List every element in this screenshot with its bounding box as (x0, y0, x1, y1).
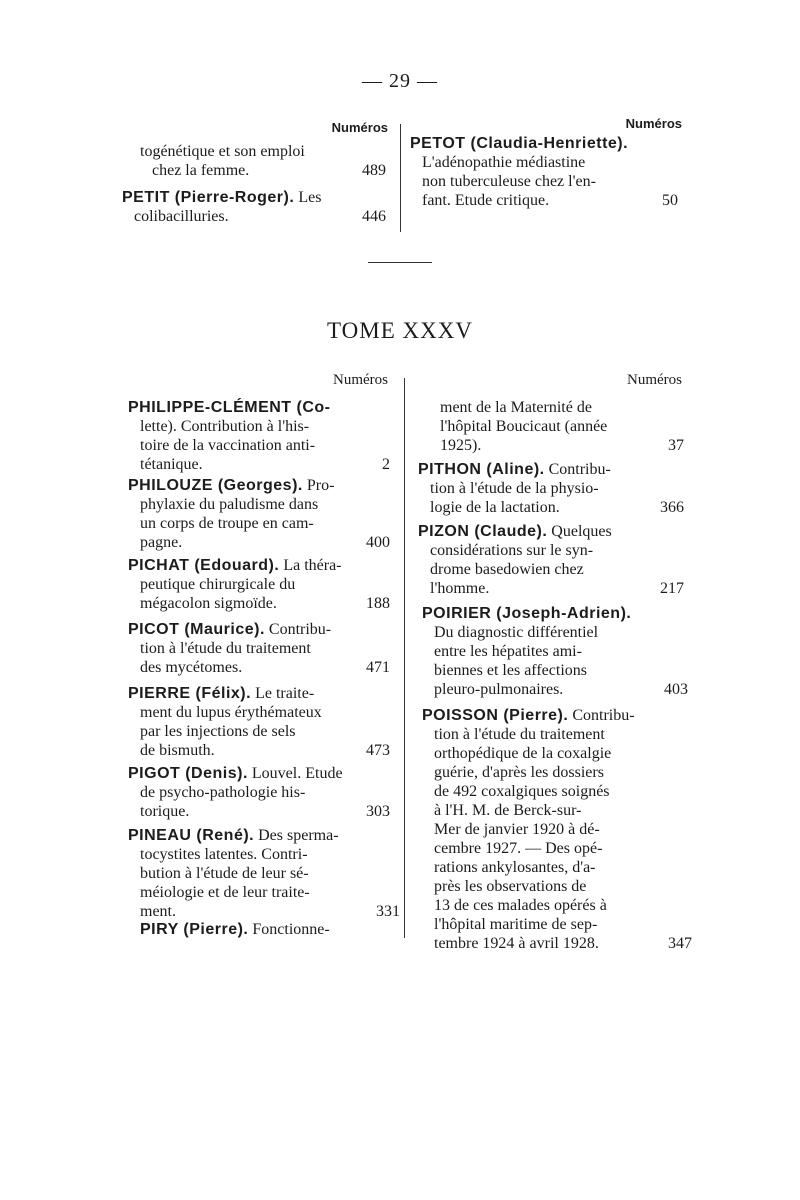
entry-philouze (128, 476, 390, 552)
entry-line: des mycétomes. (140, 659, 243, 676)
top-left-column-header: Numéros (331, 120, 388, 135)
page-folio: — 29 — (362, 70, 438, 92)
entry-picot (128, 620, 390, 677)
entry-line: Louvel. Etude (251, 765, 343, 782)
entry-line: l'homme. (430, 580, 490, 597)
entry-number: 188 (366, 595, 390, 612)
entry-name: PICHAT (Edouard). (128, 557, 280, 574)
entry-continuation-top-left (140, 142, 386, 180)
entry-line: entre les hépatites ami- (434, 643, 582, 660)
entry-name: PHILOUZE (Georges). (128, 477, 303, 494)
entry-pierre (128, 684, 390, 760)
entry-line: de psycho-pathologie his- (140, 784, 306, 801)
entry-line: Du diagnostic différentiel (434, 624, 599, 641)
entry-line: toire de la vaccination anti- (140, 437, 316, 454)
entry-number: 347 (668, 935, 692, 952)
entry-line: Mer de janvier 1920 à dé- (434, 821, 600, 838)
entry-number: 400 (366, 534, 390, 551)
entry-line: logie de la lactation. (430, 499, 560, 516)
entry-line: 1925). (440, 437, 482, 454)
entry-line: l'hôpital maritime de sep- (434, 916, 598, 933)
entry-number: 446 (362, 208, 386, 225)
entry-line: guérie, d'après les dossiers (434, 764, 604, 781)
entry-line: colibacilluries. (134, 208, 229, 225)
entry-line: biennes et les affections (434, 662, 587, 679)
entry-line: torique. (140, 803, 190, 820)
bottom-right-column-header: Numéros (627, 372, 682, 388)
entry-line: togénétique et son emploi (140, 143, 305, 160)
entry-pithon (418, 460, 684, 517)
entry-line: par les injections de sels (140, 723, 296, 740)
entry-number: 471 (366, 659, 390, 676)
entry-line: drome basedowien chez (430, 561, 584, 578)
entry-line: phylaxie du paludisme dans (140, 496, 319, 513)
section-separator-rule (368, 262, 432, 263)
entry-number: 331 (376, 903, 400, 920)
entry-line: un corps de troupe en cam- (140, 515, 314, 532)
entry-line: Le traite- (255, 685, 315, 702)
entry-pizon (418, 522, 684, 598)
entry-line: non tuberculeuse chez l'en- (422, 173, 596, 190)
entry-number: 217 (660, 580, 684, 597)
entry-line: Des sperma- (258, 827, 339, 844)
entry-line: tion à l'étude du traitement (434, 726, 605, 743)
entry-number: 489 (362, 162, 386, 179)
entry-number: 473 (366, 742, 390, 759)
entry-line: ment du lupus érythémateux (140, 704, 322, 721)
entry-line: considérations sur le syn- (430, 542, 594, 559)
entry-line: peutique chirurgicale du (140, 576, 296, 593)
entry-piry (140, 920, 390, 939)
entry-line: pagne. (140, 534, 183, 551)
entry-line: Contribu- (572, 707, 635, 724)
entry-line: ment de la Maternité de (440, 399, 592, 416)
entry-pichat (128, 556, 390, 613)
entry-pineau (128, 826, 400, 921)
top-column-divider (400, 124, 401, 232)
entry-name: PIRY (Pierre). (140, 921, 249, 938)
entry-line: tembre 1924 à avril 1928. (434, 935, 599, 952)
entry-name: POIRIER (Joseph-Adrien). (422, 605, 632, 622)
entry-pigot (128, 764, 390, 821)
entry-poirier (422, 604, 688, 699)
entry-petot (410, 134, 678, 210)
volume-title: TOME XXXV (327, 318, 473, 343)
entry-philippe-clement (128, 398, 390, 474)
entry-line: lette). Contribution à l'his- (140, 418, 310, 435)
entry-petit (122, 188, 386, 226)
entry-name: PETIT (Pierre-Roger). (122, 189, 295, 206)
entry-line: méiologie et de leur traite- (140, 884, 310, 901)
entry-name: PINEAU (René). (128, 827, 255, 844)
entry-line: près les observations de (434, 878, 587, 895)
entry-number: 50 (662, 192, 678, 209)
entry-name: PETOT (Claudia-Henriette). (410, 135, 629, 152)
entry-line: tocystites latentes. Contri- (140, 846, 308, 863)
entry-line: ment. (140, 903, 176, 920)
entry-poisson (422, 706, 692, 953)
entry-line: rations ankylosantes, d'a- (434, 859, 596, 876)
entry-number: 366 (660, 499, 684, 516)
entry-line: orthopédique de la coxalgie (434, 745, 612, 762)
entry-line: Contribu- (268, 621, 332, 638)
entry-name: PICOT (Maurice). (128, 621, 265, 638)
entry-name: PITHON (Aline). (418, 461, 545, 478)
entry-line: de 492 coxalgiques soignés (434, 783, 610, 800)
entry-line: de bismuth. (140, 742, 215, 759)
entry-line: cembre 1927. — Des opé- (434, 840, 603, 857)
entry-line: Fonctionne- (252, 921, 330, 938)
entry-line: pleuro-pulmonaires. (434, 681, 564, 698)
entry-name: PIERRE (Félix). (128, 685, 252, 702)
entry-line: tétanique. (140, 456, 203, 473)
entry-line: fant. Etude critique. (422, 192, 550, 209)
entry-line: Les (298, 189, 322, 206)
entry-number: 37 (668, 437, 684, 454)
entry-name: PHILIPPE-CLÉMENT (Co- (128, 399, 331, 416)
entry-line: Quelques (551, 523, 612, 540)
entry-number: 2 (382, 456, 390, 473)
entry-line: l'hôpital Boucicaut (année (440, 418, 608, 435)
entry-line: Pro- (306, 477, 335, 494)
entry-number: 303 (366, 803, 390, 820)
bottom-left-column-header: Numéros (333, 372, 388, 388)
entry-line: mégacolon sigmoïde. (140, 595, 277, 612)
entry-line: 13 de ces malades opérés à (434, 897, 607, 914)
entry-line: chez la femme. (152, 162, 250, 179)
entry-name: PIZON (Claude). (418, 523, 548, 540)
entry-name: PIGOT (Denis). (128, 765, 248, 782)
entry-continuation-bottom-right (440, 398, 684, 455)
top-right-column-header: Numéros (625, 116, 682, 131)
entry-name: POISSON (Pierre). (422, 707, 569, 724)
entry-line: La théra- (283, 557, 342, 574)
entry-line: à l'H. M. de Berck-sur- (434, 802, 582, 819)
bottom-column-divider (404, 378, 405, 938)
entry-line: tion à l'étude du traitement (140, 640, 311, 657)
entry-line: L'adénopathie médiastine (422, 154, 586, 171)
entry-line: Contribu- (548, 461, 611, 478)
entry-number: 403 (664, 681, 688, 698)
entry-line: bution à l'étude de leur sé- (140, 865, 309, 882)
entry-line: tion à l'étude de la physio- (430, 480, 599, 497)
